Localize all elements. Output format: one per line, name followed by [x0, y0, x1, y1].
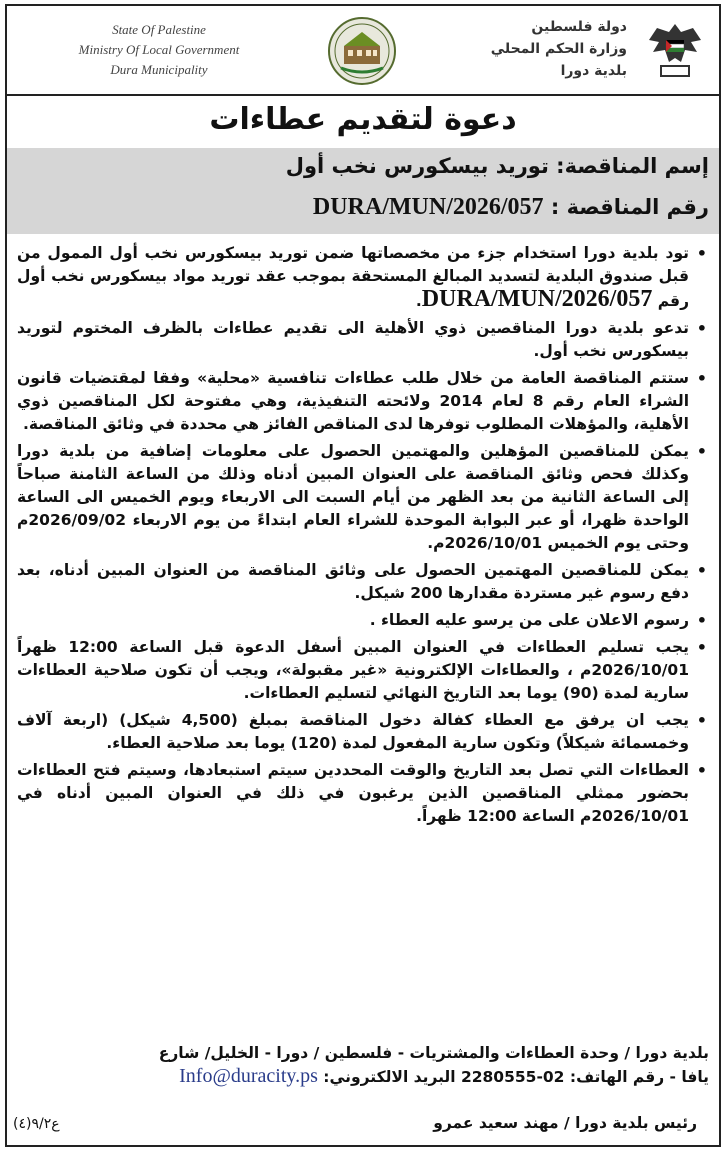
tender-name-row [286, 154, 709, 178]
english-letterhead-line: State Of Palestine [112, 22, 206, 37]
tender-name-label: إسم المناقصة: [556, 154, 709, 178]
list-item [17, 317, 709, 363]
english-letterhead [19, 20, 299, 80]
contact-text: يافا - رقم الهاتف: 02-2280555 البريد الالكتروني: [323, 1068, 709, 1086]
arabic-letterhead-line: دولة فلسطين [531, 19, 627, 35]
list-item [17, 242, 709, 313]
tender-name-value: توريد بيسكورس نخب أول [285, 154, 549, 178]
list-item [17, 609, 709, 632]
tender-number-label: رقم المناقصة : [550, 195, 709, 219]
list-item-text: يجب تسليم العطاءات في العنوان المبين أسفل الدعوة قبل الساعة 12:00 ظهراً 2026/10/01م ، والعطاءات الإلكترونية «غير مقبولة»، ويجب أن تكون صلاحية العطاءات سارية لمدة (90) يوما بعد التاريخ النهائي لتسليم العطاءات. [17, 638, 689, 702]
english-letterhead-line: Dura Municipality [110, 62, 208, 77]
bullet-icon: • [696, 319, 707, 338]
bullet-icon: • [696, 711, 707, 730]
bullet-icon: • [696, 611, 707, 630]
list-item-text: تود بلدية دورا استخدام جزء من مخصصاتها ضمن توريد بيسكورس نخب أول الممول من قبل صندوق البلدية لتسديد المبالغ المستحقة بموجب عقد توريد مواد بيسكورس نخب أول رقم [17, 244, 689, 310]
arabic-letterhead-line: بلدية دورا [560, 63, 627, 79]
tender-body [17, 242, 709, 832]
tender-advertisement [5, 4, 721, 1147]
bullet-icon: • [696, 561, 707, 580]
list-item-text: العطاءات التي تصل بعد التاريخ والوقت المحددين سيتم استبعادها، وسيتم فتح العطاءات بحضور ممثلي المناقصين الذين يرغبون في ذلك في العنوان المبين أدناه في 2026/10/01م الساعة 12:00 ظهراً. [17, 761, 689, 825]
list-item [17, 367, 709, 436]
email-link[interactable]: Info@duracity.ps [179, 1065, 318, 1087]
arabic-letterhead-line: وزارة الحكم المحلي [490, 41, 627, 57]
arabic-letterhead [427, 16, 627, 82]
contact-line [17, 1065, 709, 1089]
list-item [17, 440, 709, 555]
bullet-icon: • [696, 244, 707, 263]
list-item-text: ستتم المناقصة العامة من خلال طلب عطاءات تنافسية «محلية» وفقا لمقتضيات قانون الشراء العام رقم 8 لعام 2014 ولائحته التنفيذية، وهي مفتوحة لكل المناقصين ذوي الأهلية، والمؤهلات المطلوب توفرها لدى المناقص الفائز هي محددة في وثائق المناقصة. [17, 369, 690, 433]
list-item [17, 636, 709, 705]
bullet-icon: • [696, 369, 707, 388]
english-letterhead-line: Ministry Of Local Government [78, 42, 240, 57]
tender-number-row [313, 194, 709, 221]
municipality-seal-icon [327, 16, 397, 86]
list-item-text: يمكن للمناقصين المؤهلين والمهتمين الحصول على معلومات إضافية من بلدية دورا وكذلك فحص وثائق المناقصة على العنوان المبين أدناه وذلك من الساعة الثامنة صباحاً إلى الساعة الثانية من بعد الظهر من أيام السبت الى الاربعاء ويوم الخميس الى الساعة الواحدة ظهرا، أو عبر البوابة الموحدة للشراء العام ابتداءً من يوم الاربعاء 2026/09/02م وحتى يوم الخميس 2026/10/01م. [17, 442, 689, 552]
list-item [17, 759, 709, 828]
list-item-text: يمكن للمناقصين المهتمين الحصول على وثائق المناقصة من العنوان المبين أدناه، بعد دفع رسوم غير مستردة مقدارها 200 شيكل. [17, 561, 689, 602]
bullet-icon: • [696, 761, 707, 780]
tender-terms-list [17, 242, 709, 828]
tender-number-value: DURA/MUN/2026/057 [312, 194, 544, 220]
signature-line: رئيس بلدية دورا / مهند سعيد عمرو [433, 1114, 697, 1132]
tender-info-band [7, 148, 719, 234]
list-item [17, 559, 709, 605]
bullet-icon: • [696, 638, 707, 657]
address-line: بلدية دورا / وحدة العطاءات والمشتريات - فلسطين / دورا - الخليل/ شارع [158, 1044, 709, 1062]
bullet-icon: • [696, 442, 707, 461]
reference-code: ع٩/٢(٤) [13, 1116, 60, 1132]
list-item-text: . [415, 292, 422, 310]
list-item [17, 709, 709, 755]
list-item-text: تدعو بلدية دورا المناقصين ذوي الأهلية الى تقديم عطاءات بالظرف المختوم لتوريد بيسكورس نخب أول. [17, 319, 689, 360]
list-item-text: رسوم الاعلان على من يرسو عليه العطاء . [369, 611, 689, 629]
page-title: دعوة لتقديم عطاءات [209, 102, 517, 137]
contact-footer [17, 1042, 709, 1089]
list-item-text: يجب ان يرفق مع العطاء كفالة دخول المناقصة بمبلغ (4,500 شيكل) (اربعة آلاف وخمسمائة شيكلاً) وتكون سارية المفعول لمدة (120) يوما بعد صلاحية العطاء. [17, 711, 689, 752]
tender-number-inline: DURA/MUN/2026/057 [421, 286, 653, 312]
palestine-eagle-emblem-icon [639, 18, 711, 84]
letterhead [7, 6, 719, 96]
